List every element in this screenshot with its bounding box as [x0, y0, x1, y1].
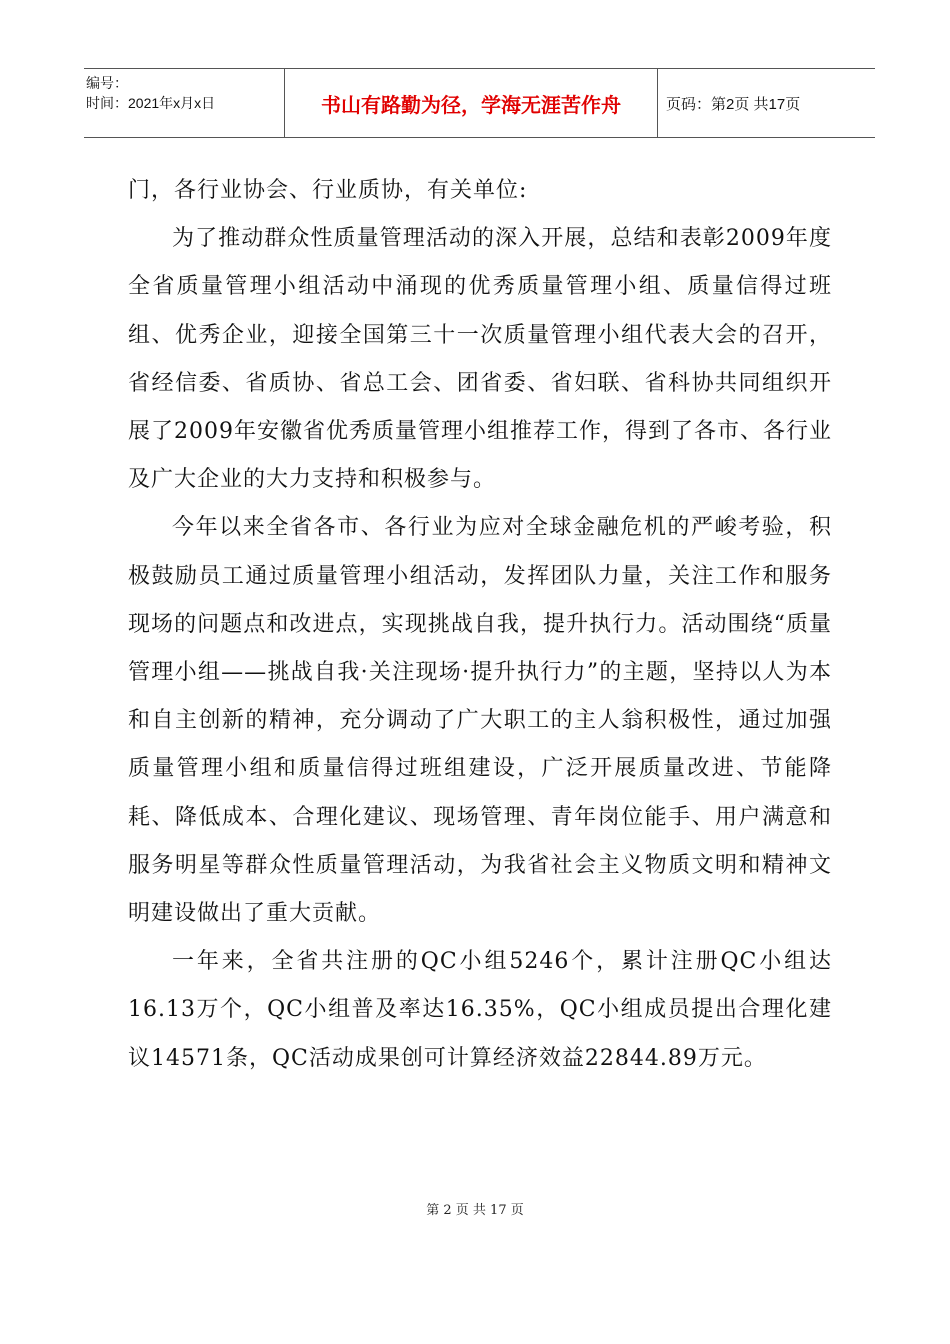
paragraph-intro: 为了推动群众性质量管理活动的深入开展，总结和表彰2009年度全省质量管理小组活动中涌现的优秀质量管理小组、质量信得过班组、优秀企业，迎接全国第三十一次质量管理小组代表大会的召开，省经信委、省质协、省总工会、团省委、省妇联、省科协共同组织开展了2009年安徽省优秀质量管理小组推荐工作，得到了各市、各行业及广大企业的大力支持和积极参与。 [128, 226, 832, 493]
header-page-info: 页码：第2页 共17页 [666, 95, 801, 113]
header-meta [84, 69, 285, 137]
paragraph-statistics: 一年来，全省共注册的QC小组5246个，累计注册QC小组达16.13万个，QC小组普及率达16.35%，QC小组成员提出合理化建议14571条，QC活动成果创可计算经济效益22844.89万元。 [128, 949, 832, 1071]
page-footer: 第 2 页 共 17 页 [426, 1203, 524, 1218]
page-header [84, 68, 875, 138]
paragraph-opening: 门，各行业协会、行业质协，有关单位: [128, 178, 528, 203]
paragraph-activities: 今年以来全省各市、各行业为应对全球金融危机的严峻考验，积极鼓励员工通过质量管理小组活动，发挥团队力量，关注工作和服务现场的问题点和改进点，实现挑战自我，提升执行力。活动围绕“质量管理小组——挑战自我·关注现场·提升执行力”的主题，坚持以人为本和自主创新的精神，充分调动了广大职工的主人翁积极性，通过加强质量管理小组和质量信得过班组建设，广泛开展质量改进、节能降耗、降低成本、合理化建议、现场管理、青年岗位能手、用户满意和服务明星等群众性质量管理活动，为我省社会主义物质文明和精神文明建设做出了重大贡献。 [128, 515, 832, 927]
date-label: 时间：2021年x月x日 [86, 95, 216, 111]
header-slogan: 书山有路勤为径，学海无涯苦作舟 [285, 69, 658, 137]
document-body [128, 167, 832, 1083]
serial-label: 编号： [86, 75, 128, 91]
